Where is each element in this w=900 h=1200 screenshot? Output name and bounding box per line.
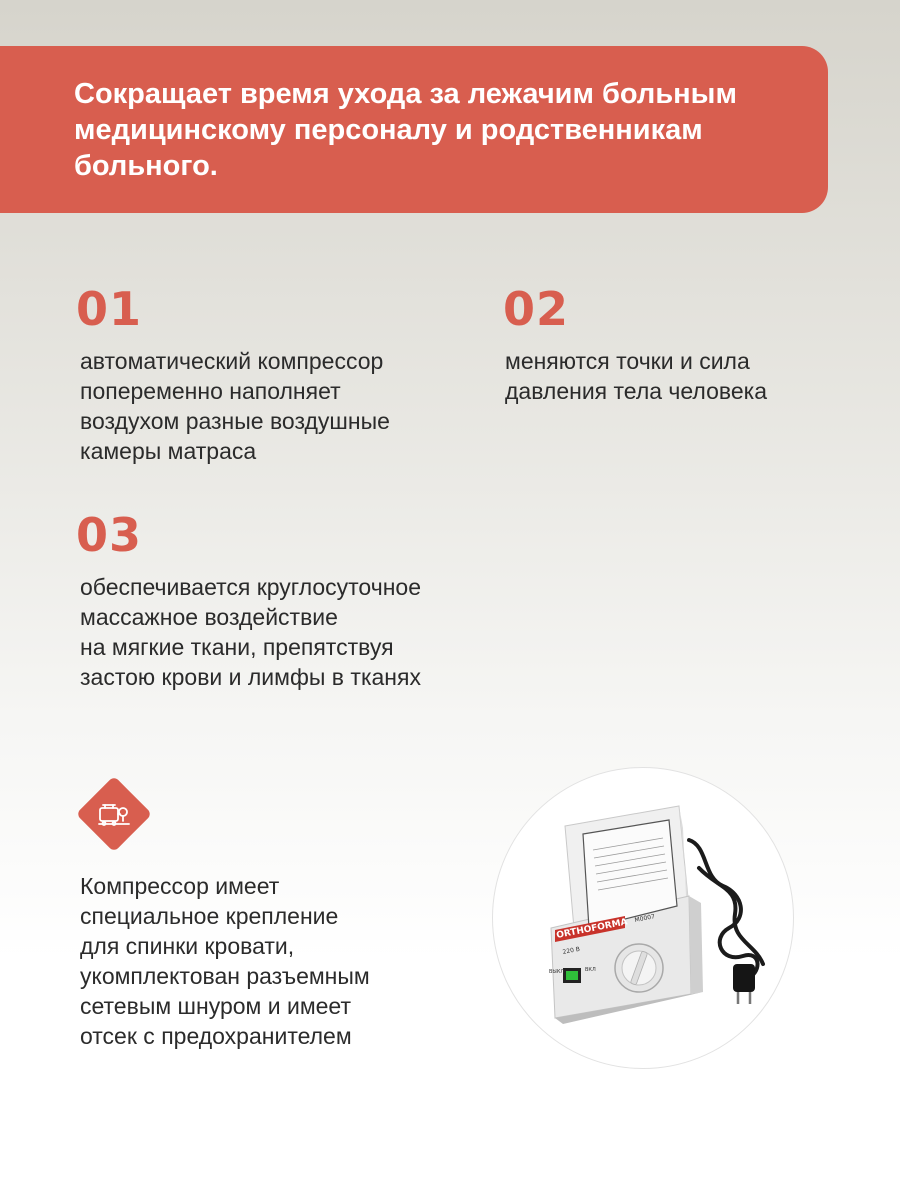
compressor-text: Компрессор имеет специальное крепление для спинки кровати, укомплектован разъемным сетевым шнуром и имеет отсек с предохранителем	[80, 873, 370, 1049]
feature-number-02: 02	[503, 282, 570, 336]
feature-text-01: автоматический компрессор попеременно наполняет воздухом разные воздушные камеры матраса	[80, 348, 390, 464]
compressor-icon-badge	[76, 776, 152, 852]
switch-on-label: ВКЛ	[585, 967, 596, 973]
product-voltage-label: 220 В	[562, 945, 581, 956]
compressor-device-illustration	[493, 768, 793, 1068]
feature-number-03: 03	[76, 508, 143, 562]
switch-off-label: ВЫКЛ	[549, 969, 565, 975]
feature-text-03: обеспечивается круглосуточное массажное воздействие на мягкие ткани, препятствуя застою крови и лимфы в тканях	[80, 574, 421, 690]
product-brand-label: ORTHOFORMA	[555, 917, 629, 941]
feature-number-01: 01	[76, 282, 143, 336]
compressor-icon	[97, 799, 131, 829]
product-model-label: M0007	[634, 913, 656, 924]
feature-text-02: меняются точки и сила давления тела человека	[505, 348, 768, 404]
headline-text: Сокращает время ухода за лежачим больным медицинскому персоналу и родственникам больного.	[74, 78, 737, 182]
product-photo	[492, 767, 794, 1069]
